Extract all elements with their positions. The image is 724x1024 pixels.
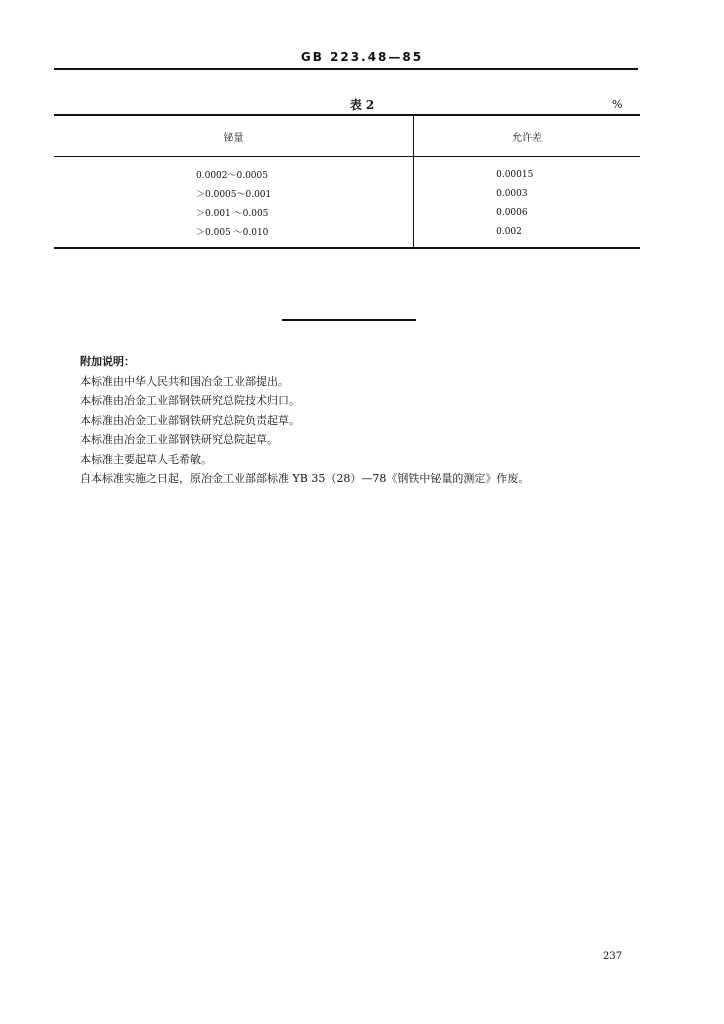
table-cell-tolerance: 0.0003 — [496, 188, 528, 199]
tolerance-table-container — [54, 114, 640, 249]
table-unit: % — [612, 98, 623, 111]
table-cell-range: ＞0.005 ～0.010 — [54, 222, 414, 248]
table-row — [54, 203, 640, 222]
table-cell-tolerance: 0.0006 — [496, 207, 528, 218]
notes-line: 本标准主要起草人毛希敏。 — [80, 452, 212, 466]
header-divider — [54, 68, 638, 70]
table-row — [54, 184, 640, 203]
table-cell-tolerance: 0.002 — [414, 222, 640, 248]
table-caption: 表 2 — [349, 98, 375, 112]
notes-line: 自本标准实施之日起，原冶金工业部部标准 YB 35（28）—78《钢铁中铋量的测定》作废。 — [80, 472, 530, 485]
additional-notes — [80, 352, 680, 489]
table-cell-range: 0.0002～0.0005 — [54, 157, 414, 185]
column-header-tolerance: 允许差 — [414, 115, 640, 157]
column-header-bismuth-content: 铋量 — [54, 115, 414, 157]
table-header-row — [54, 115, 640, 157]
table-row — [54, 157, 640, 185]
notes-title: 附加说明： — [80, 355, 135, 368]
page-number: 237 — [603, 951, 623, 962]
notes-line: 本标准由冶金工业部钢铁研究总院起草。 — [80, 433, 278, 446]
notes-line: 本标准由冶金工业部钢铁研究总院技术归口。 — [80, 394, 300, 407]
table-cell-range: ＞0.001 ～0.005 — [54, 203, 414, 222]
notes-line: 本标准由中华人民共和国冶金工业部提出。 — [80, 374, 289, 388]
notes-line: 本标准由冶金工业部钢铁研究总院负责起草。 — [80, 413, 300, 427]
table-cell-range: ＞0.0005～0.001 — [54, 184, 414, 203]
section-divider — [282, 319, 416, 321]
tolerance-table — [54, 114, 640, 249]
table-row — [54, 222, 640, 248]
table-cell-tolerance: 0.00015 — [496, 169, 534, 180]
standard-code-header: GB 223.48—85 — [300, 50, 424, 64]
